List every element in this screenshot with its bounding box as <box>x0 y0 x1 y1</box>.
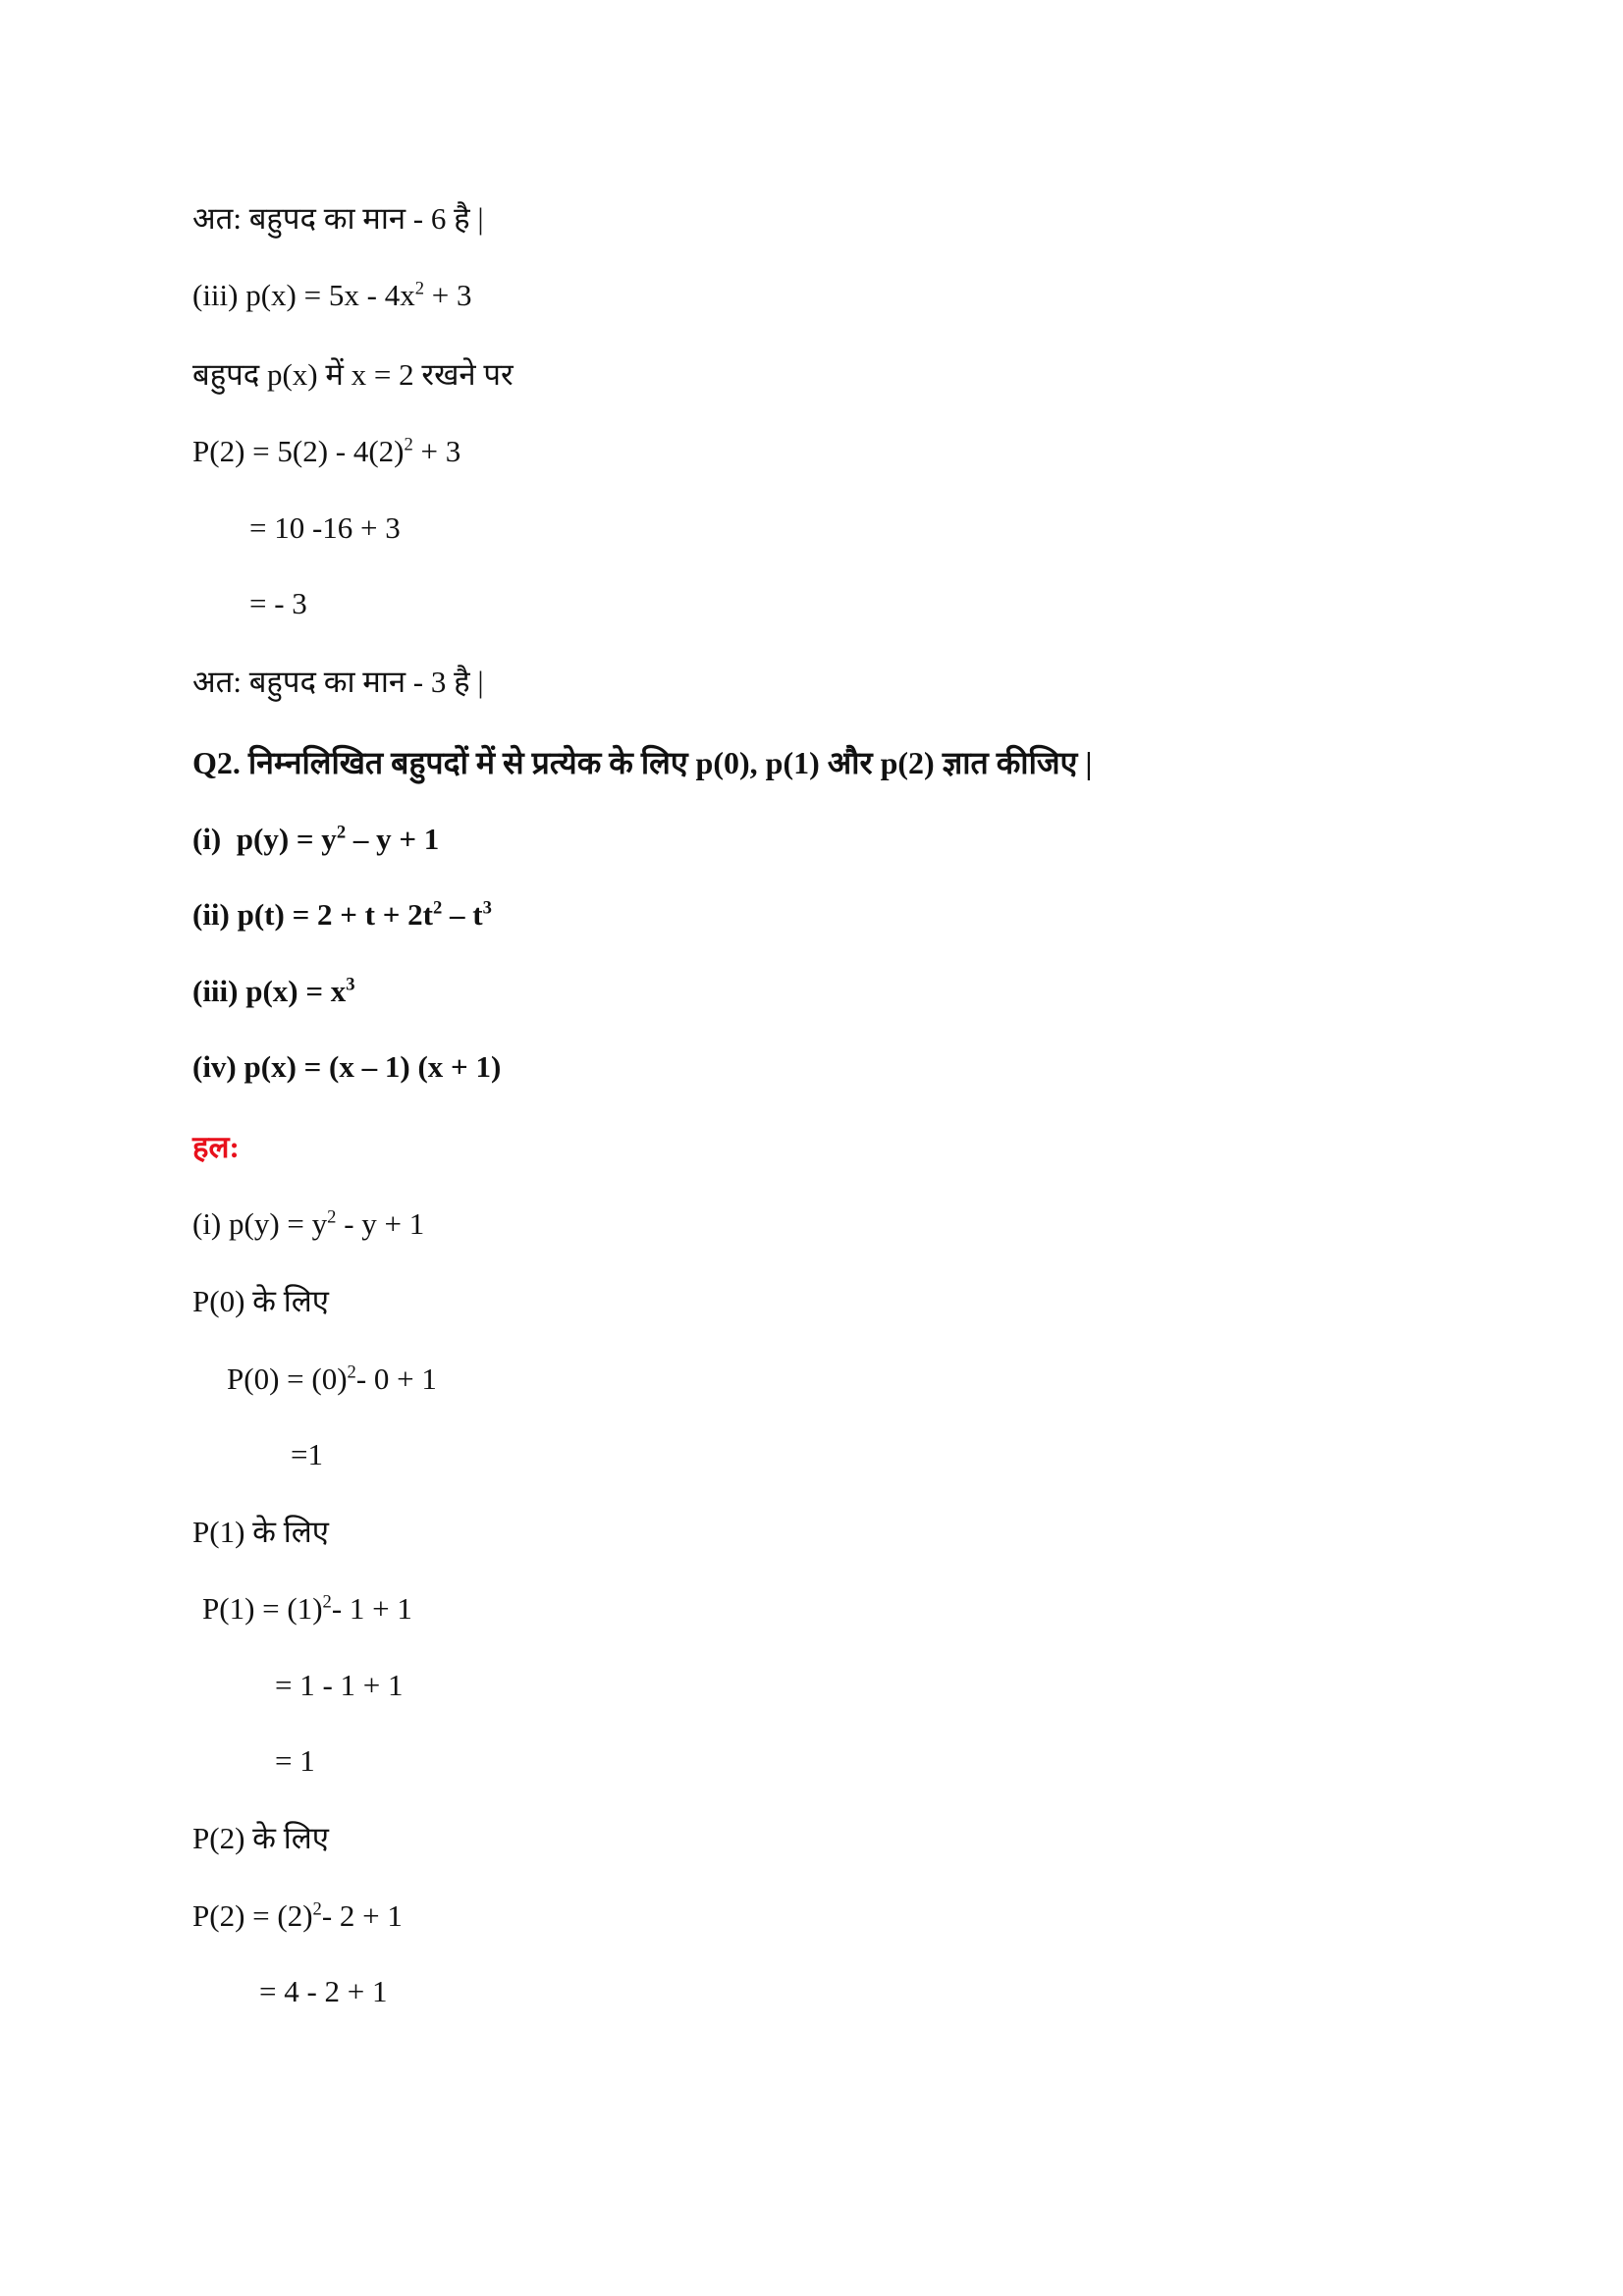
p2-expression-part-i: $P(2) = (2)^2-$ 2 + 1 <box>192 1898 403 1933</box>
p2-result: = - 3 <box>249 586 307 620</box>
p1-result: = 1 <box>275 1743 315 1778</box>
conclusion-line-2: अत: बहुपद का मान - 3 है | <box>192 665 484 699</box>
substitution-note: बहुपद p(x) में x = 2 रखने पर <box>192 357 514 392</box>
question-2-part-i: (i) $p(y) = y^2 - y + 1$ <box>192 822 440 856</box>
conclusion-line-1: अत: बहुपद का मान - 6 है | <box>192 201 484 236</box>
p0-subheading: P(0) के लिए <box>192 1284 329 1318</box>
p0-expression: $P(0) = (0)^2-$ 0 + 1 <box>227 1362 437 1396</box>
solution-part-i-statement: (i) $p(y) = y^2 - y + 1$ <box>192 1206 425 1241</box>
question-2-part-iv: (iv) p(x) = (x – 1) (x + 1) <box>192 1049 502 1084</box>
p2-subheading: P(2) के लिए <box>192 1821 329 1855</box>
solution-heading: हल: <box>192 1130 240 1164</box>
p1-step-1: = 1 - 1 + 1 <box>275 1668 404 1702</box>
p1-expression: $P(1) = (1)^2-$ 1 + 1 <box>202 1591 412 1626</box>
p2-expression: $P(2) = 5(2) - 4(2)^2 + 3$ <box>192 434 461 468</box>
question-2-heading: Q2. निम्नलिखित बहुपदों में से प्रत्येक के लिए p(0), p(1) और p(2) ज्ञात कीजिए | <box>192 745 1093 780</box>
p1-subheading: P(1) के लिए <box>192 1515 329 1549</box>
p2-step-1: = 10 -16 + 3 <box>249 510 401 545</box>
p2-step-part-i: = 4 - 2 + 1 <box>259 1974 388 2008</box>
question-2-part-ii: (ii) $p(t) = 2 + t + 2t^2 - t^3$ <box>192 897 492 932</box>
polynomial-iii-statement: (iii) $p(x) = 5x - 4x^2 + 3$ <box>192 278 472 312</box>
question-2-part-iii: (iii) $p(x) = x^3$ <box>192 974 355 1008</box>
p0-result: =1 <box>291 1437 323 1471</box>
